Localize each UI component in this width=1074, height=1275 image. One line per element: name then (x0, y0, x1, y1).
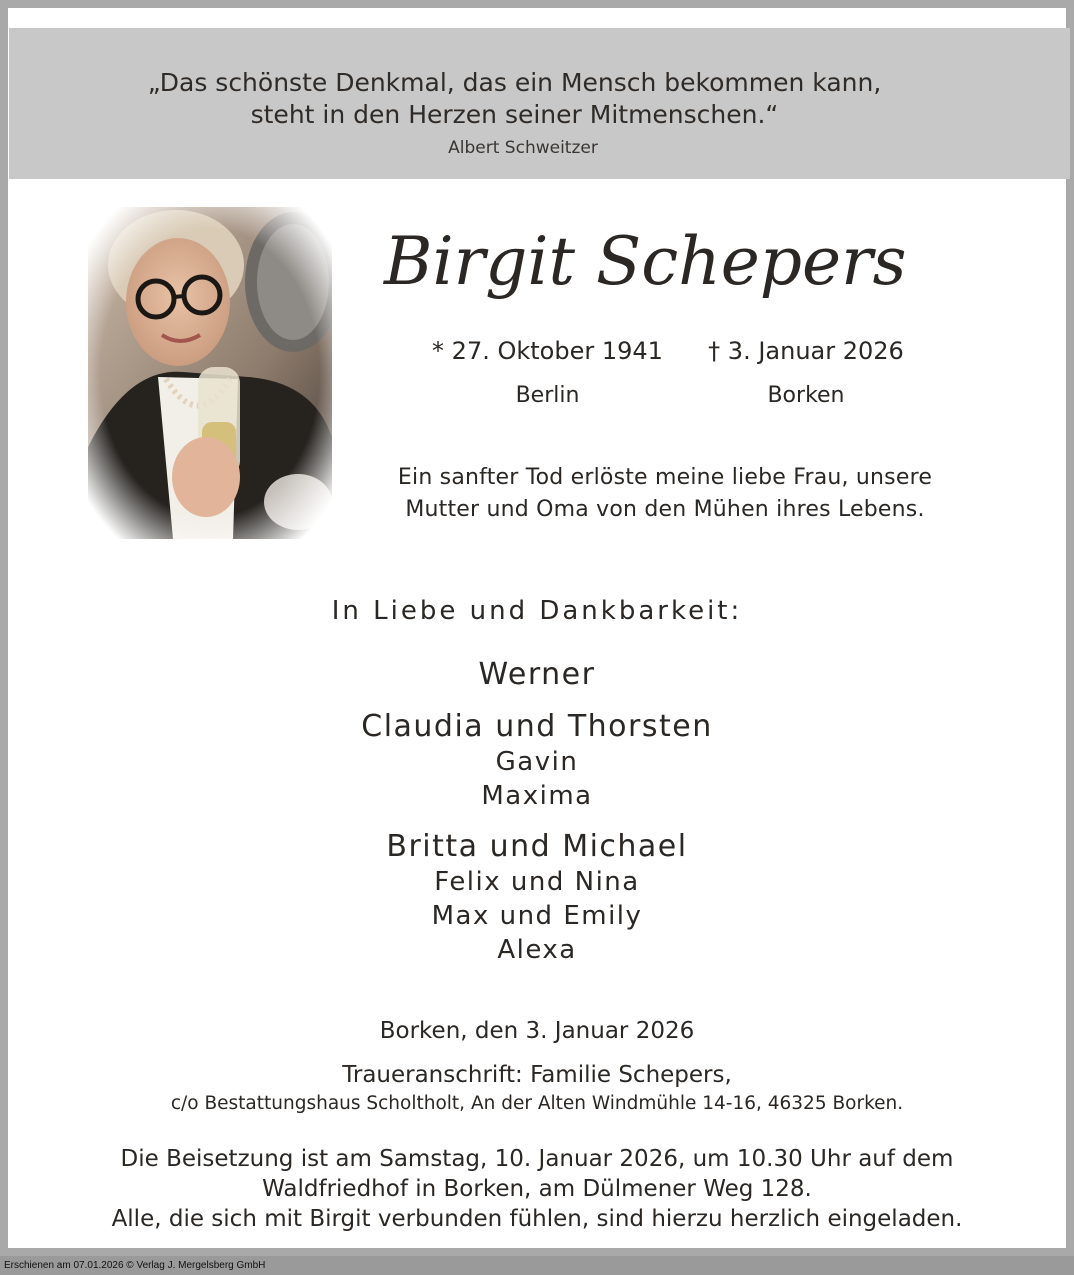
birth-place: Berlin (515, 383, 580, 408)
burial-line-3: Alle, die sich mit Birgit verbunden fühlen, sind hierzu herzlich eingeladen. (111, 1206, 963, 1232)
family-spouse: Werner (478, 657, 596, 692)
quote-author: Albert Schweitzer (448, 138, 598, 158)
birth-date: * 27. Oktober 1941 (432, 337, 663, 365)
death-place: Borken (767, 383, 845, 408)
intro-line-2: Mutter und Oma von den Mühen ihres Lebens. (405, 497, 925, 522)
death-date: † 3. Januar 2026 (708, 337, 904, 365)
burial-line-2: Waldfriedhof in Borken, am Dülmener Weg 128. (262, 1176, 812, 1202)
family-heading: In Liebe und Dankbarkeit: (331, 596, 743, 626)
quote-line-2: steht in den Herzen seiner Mitmenschen.“ (250, 100, 779, 129)
intro-line-1: Ein sanfter Tod erlöste meine liebe Frau, unsere (397, 465, 933, 490)
burial-line-1: Die Beisetzung ist am Samstag, 10. Januar 2026, um 10.30 Uhr auf dem (120, 1146, 954, 1172)
family-child-1: Claudia und Thorsten (361, 709, 713, 744)
deceased-name (380, 212, 950, 312)
address-line-2: c/o Bestattungshaus Scholtholt, An der Alten Windmühle 14-16, 46325 Borken. (170, 1093, 904, 1114)
portrait-photo (88, 207, 332, 539)
svg-text:Birgit Schepers: Birgit Schepers (384, 223, 907, 300)
family-grandchild-4: Max und Emily (431, 901, 643, 931)
family-child-2: Britta und Michael (386, 829, 688, 864)
publisher-credit: Erschienen am 07.01.2026 © Verlag J. Mergelsberg GmbH (0, 1256, 1074, 1275)
family-grandchild-1: Gavin (495, 747, 579, 777)
quote-box (9, 28, 1070, 179)
intro-text (355, 462, 975, 526)
place-date: Borken, den 3. Januar 2026 (379, 1018, 695, 1044)
family-grandchild-2: Maxima (481, 781, 593, 811)
family-grandchild-5: Alexa (497, 935, 577, 965)
family-grandchild-3: Felix und Nina (434, 867, 640, 897)
address-line-1: Traueranschrift: Familie Schepers, (342, 1062, 732, 1088)
quote-line-1: „Das schönste Denkmal, das ein Mensch bekommen kann, (147, 68, 882, 97)
